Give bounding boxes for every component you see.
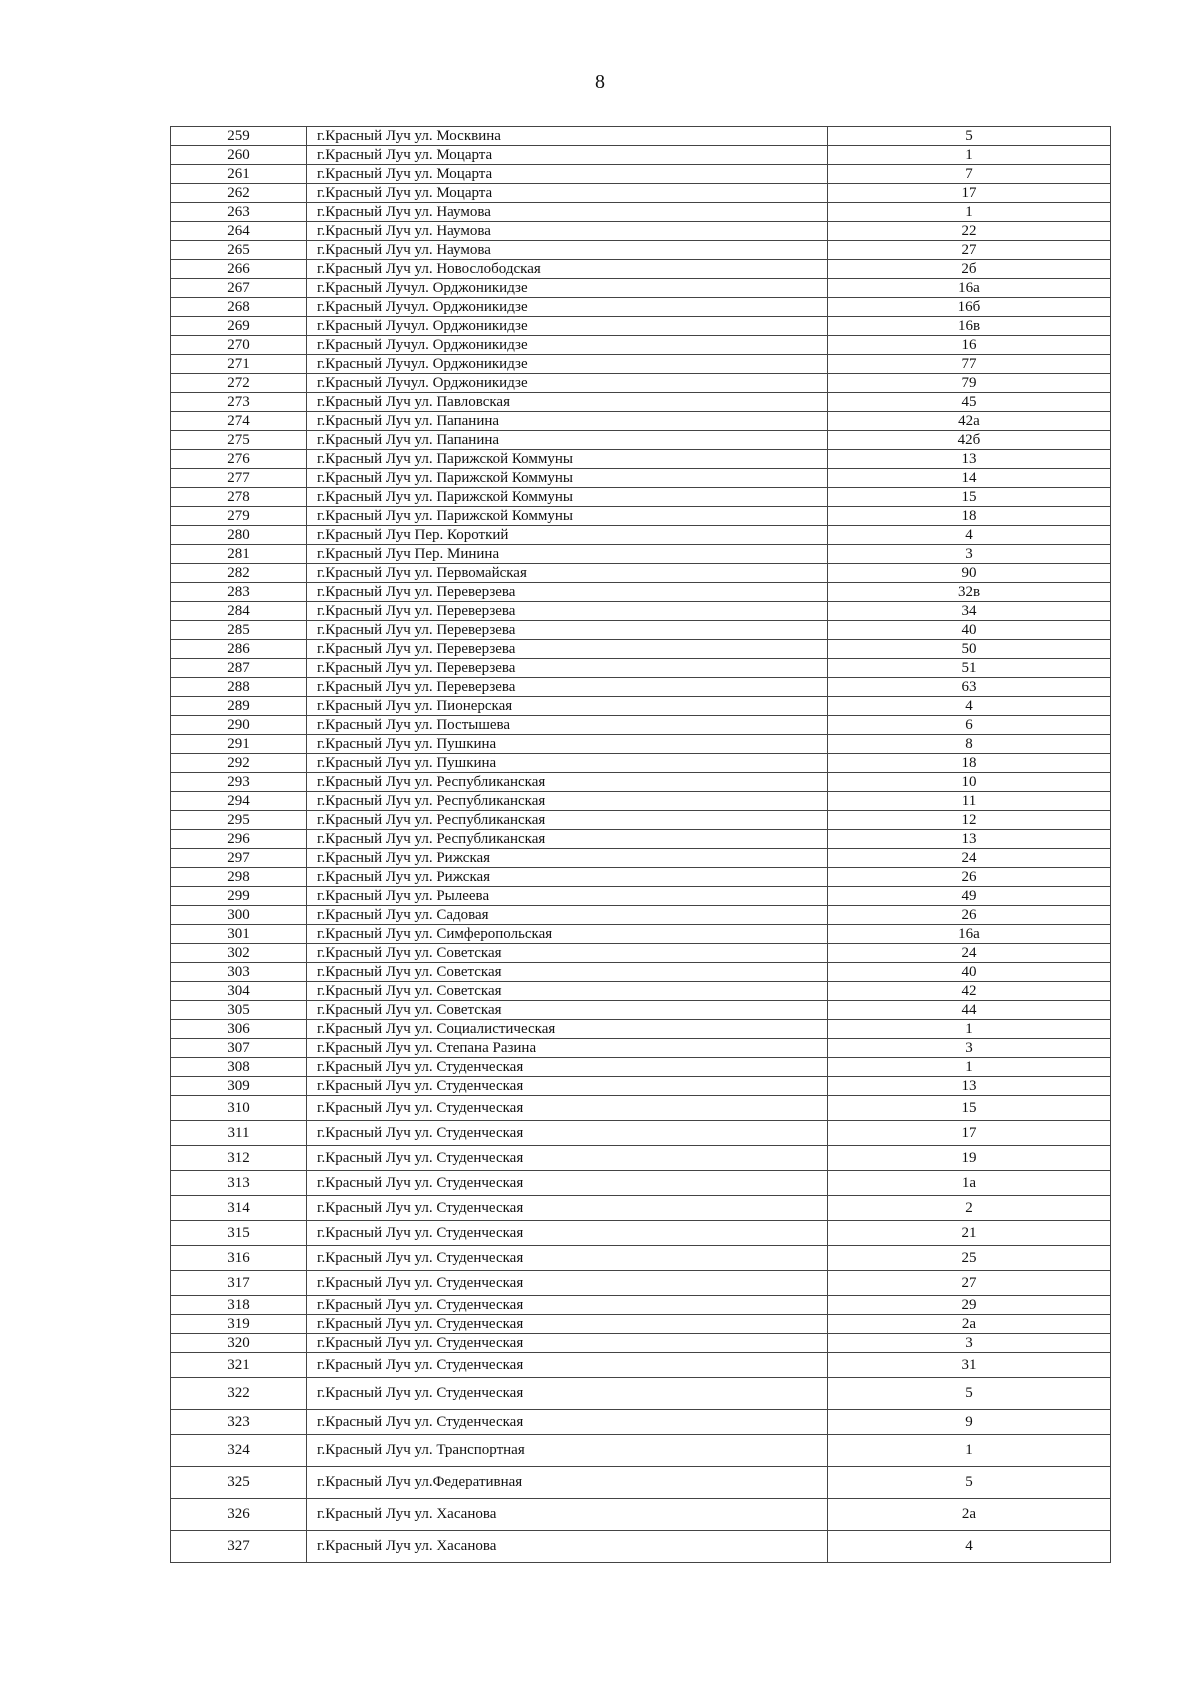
row-number-cell: 275 bbox=[171, 431, 307, 450]
address-cell: г.Красный Луч ул. Переверзева bbox=[307, 640, 828, 659]
address-cell: г.Красный Луч ул. Садовая bbox=[307, 906, 828, 925]
table-row bbox=[171, 1171, 1111, 1196]
row-number-cell: 299 bbox=[171, 887, 307, 906]
table-row bbox=[171, 469, 1111, 488]
address-cell: г.Красный Луч ул. Рижская bbox=[307, 868, 828, 887]
table-row bbox=[171, 887, 1111, 906]
table-row bbox=[171, 906, 1111, 925]
table-row bbox=[171, 640, 1111, 659]
table-row bbox=[171, 203, 1111, 222]
table-row bbox=[171, 792, 1111, 811]
table-row bbox=[171, 526, 1111, 545]
row-number-cell: 282 bbox=[171, 564, 307, 583]
house-number-cell: 25 bbox=[828, 1246, 1111, 1271]
table-row bbox=[171, 450, 1111, 469]
table-row bbox=[171, 1077, 1111, 1096]
table-row bbox=[171, 1435, 1111, 1467]
house-number-cell: 1 bbox=[828, 1435, 1111, 1467]
row-number-cell: 297 bbox=[171, 849, 307, 868]
row-number-cell: 264 bbox=[171, 222, 307, 241]
house-number-cell: 42а bbox=[828, 412, 1111, 431]
table-row bbox=[171, 1246, 1111, 1271]
table-row bbox=[171, 146, 1111, 165]
row-number-cell: 300 bbox=[171, 906, 307, 925]
row-number-cell: 290 bbox=[171, 716, 307, 735]
row-number-cell: 298 bbox=[171, 868, 307, 887]
row-number-cell: 294 bbox=[171, 792, 307, 811]
table-row bbox=[171, 849, 1111, 868]
row-number-cell: 321 bbox=[171, 1353, 307, 1378]
address-cell: г.Красный Луч ул. Республиканская bbox=[307, 830, 828, 849]
row-number-cell: 263 bbox=[171, 203, 307, 222]
table-row bbox=[171, 925, 1111, 944]
address-cell: г.Красный Лучул. Орджоникидзе bbox=[307, 317, 828, 336]
house-number-cell: 45 bbox=[828, 393, 1111, 412]
row-number-cell: 268 bbox=[171, 298, 307, 317]
house-number-cell: 17 bbox=[828, 184, 1111, 203]
house-number-cell: 27 bbox=[828, 1271, 1111, 1296]
address-cell: г.Красный Луч ул. Студенческая bbox=[307, 1171, 828, 1196]
address-cell: г.Красный Луч ул. Переверзева bbox=[307, 621, 828, 640]
address-cell: г.Красный Луч ул. Постышева bbox=[307, 716, 828, 735]
house-number-cell: 2 bbox=[828, 1196, 1111, 1221]
row-number-cell: 280 bbox=[171, 526, 307, 545]
address-cell: г.Красный Луч ул. Студенческая bbox=[307, 1410, 828, 1435]
row-number-cell: 285 bbox=[171, 621, 307, 640]
address-cell: г.Красный Луч ул. Переверзева bbox=[307, 583, 828, 602]
address-cell: г.Красный Лучул. Орджоникидзе bbox=[307, 374, 828, 393]
row-number-cell: 322 bbox=[171, 1378, 307, 1410]
house-number-cell: 17 bbox=[828, 1121, 1111, 1146]
table-row bbox=[171, 564, 1111, 583]
row-number-cell: 301 bbox=[171, 925, 307, 944]
house-number-cell: 90 bbox=[828, 564, 1111, 583]
table-row bbox=[171, 1467, 1111, 1499]
row-number-cell: 323 bbox=[171, 1410, 307, 1435]
house-number-cell: 5 bbox=[828, 1467, 1111, 1499]
table-row bbox=[171, 754, 1111, 773]
house-number-cell: 14 bbox=[828, 469, 1111, 488]
address-cell: г.Красный Луч ул. Симферопольская bbox=[307, 925, 828, 944]
house-number-cell: 8 bbox=[828, 735, 1111, 754]
house-number-cell: 4 bbox=[828, 526, 1111, 545]
house-number-cell: 21 bbox=[828, 1221, 1111, 1246]
row-number-cell: 279 bbox=[171, 507, 307, 526]
row-number-cell: 318 bbox=[171, 1296, 307, 1315]
table-row bbox=[171, 1058, 1111, 1077]
address-cell: г.Красный Луч ул. Новослободская bbox=[307, 260, 828, 279]
table-row bbox=[171, 621, 1111, 640]
house-number-cell: 10 bbox=[828, 773, 1111, 792]
table-row bbox=[171, 1096, 1111, 1121]
row-number-cell: 314 bbox=[171, 1196, 307, 1221]
address-cell: г.Красный Луч ул. Моцарта bbox=[307, 184, 828, 203]
row-number-cell: 309 bbox=[171, 1077, 307, 1096]
table-row bbox=[171, 545, 1111, 564]
house-number-cell: 19 bbox=[828, 1146, 1111, 1171]
row-number-cell: 313 bbox=[171, 1171, 307, 1196]
address-cell: г.Красный Луч ул. Парижской Коммуны bbox=[307, 488, 828, 507]
row-number-cell: 276 bbox=[171, 450, 307, 469]
house-number-cell: 3 bbox=[828, 1334, 1111, 1353]
row-number-cell: 315 bbox=[171, 1221, 307, 1246]
table-row bbox=[171, 279, 1111, 298]
table-row bbox=[171, 241, 1111, 260]
table-row bbox=[171, 1499, 1111, 1531]
house-number-cell: 34 bbox=[828, 602, 1111, 621]
row-number-cell: 260 bbox=[171, 146, 307, 165]
table-row bbox=[171, 1353, 1111, 1378]
row-number-cell: 288 bbox=[171, 678, 307, 697]
address-cell: г.Красный Луч ул. Москвина bbox=[307, 127, 828, 146]
address-cell: г.Красный Луч ул. Студенческая bbox=[307, 1146, 828, 1171]
row-number-cell: 292 bbox=[171, 754, 307, 773]
address-cell: г.Красный Луч ул. Наумова bbox=[307, 241, 828, 260]
row-number-cell: 307 bbox=[171, 1039, 307, 1058]
table-row bbox=[171, 298, 1111, 317]
table-row bbox=[171, 1196, 1111, 1221]
row-number-cell: 273 bbox=[171, 393, 307, 412]
row-number-cell: 274 bbox=[171, 412, 307, 431]
page-number: 8 bbox=[595, 71, 605, 93]
house-number-cell: 40 bbox=[828, 963, 1111, 982]
row-number-cell: 319 bbox=[171, 1315, 307, 1334]
table-row bbox=[171, 1271, 1111, 1296]
address-cell: г.Красный Луч ул. Студенческая bbox=[307, 1315, 828, 1334]
table-row bbox=[171, 659, 1111, 678]
address-cell: г.Красный Луч ул. Моцарта bbox=[307, 146, 828, 165]
house-number-cell: 18 bbox=[828, 507, 1111, 526]
address-cell: г.Красный Луч ул. Советская bbox=[307, 944, 828, 963]
address-cell: г.Красный Луч ул.Федеративная bbox=[307, 1467, 828, 1499]
address-cell: г.Красный Луч ул. Парижской Коммуны bbox=[307, 507, 828, 526]
house-number-cell: 24 bbox=[828, 944, 1111, 963]
house-number-cell: 42 bbox=[828, 982, 1111, 1001]
house-number-cell: 18 bbox=[828, 754, 1111, 773]
table-row bbox=[171, 773, 1111, 792]
row-number-cell: 295 bbox=[171, 811, 307, 830]
address-cell: г.Красный Луч ул. Студенческая bbox=[307, 1296, 828, 1315]
address-cell: г.Красный Луч ул. Пушкина bbox=[307, 754, 828, 773]
table-row bbox=[171, 165, 1111, 184]
address-cell: г.Красный Луч ул. Переверзева bbox=[307, 659, 828, 678]
table-row bbox=[171, 317, 1111, 336]
address-cell: г.Красный Луч ул. Степана Разина bbox=[307, 1039, 828, 1058]
house-number-cell: 32в bbox=[828, 583, 1111, 602]
address-cell: г.Красный Лучул. Орджоникидзе bbox=[307, 355, 828, 374]
table-row bbox=[171, 830, 1111, 849]
table-row bbox=[171, 868, 1111, 887]
row-number-cell: 305 bbox=[171, 1001, 307, 1020]
house-number-cell: 6 bbox=[828, 716, 1111, 735]
address-cell: г.Красный Луч ул. Студенческая bbox=[307, 1096, 828, 1121]
table-row bbox=[171, 374, 1111, 393]
table-row bbox=[171, 982, 1111, 1001]
house-number-cell: 4 bbox=[828, 697, 1111, 716]
house-number-cell: 15 bbox=[828, 488, 1111, 507]
table-row bbox=[171, 507, 1111, 526]
table-row bbox=[171, 1296, 1111, 1315]
house-number-cell: 16а bbox=[828, 925, 1111, 944]
table-row bbox=[171, 1039, 1111, 1058]
house-number-cell: 2а bbox=[828, 1499, 1111, 1531]
table-row bbox=[171, 716, 1111, 735]
row-number-cell: 293 bbox=[171, 773, 307, 792]
address-cell: г.Красный Лучул. Орджоникидзе bbox=[307, 298, 828, 317]
house-number-cell: 3 bbox=[828, 545, 1111, 564]
table-row bbox=[171, 260, 1111, 279]
address-cell: г.Красный Луч ул. Студенческая bbox=[307, 1246, 828, 1271]
address-cell: г.Красный Луч ул. Студенческая bbox=[307, 1077, 828, 1096]
house-number-cell: 24 bbox=[828, 849, 1111, 868]
house-number-cell: 11 bbox=[828, 792, 1111, 811]
address-cell: г.Красный Луч ул. Наумова bbox=[307, 203, 828, 222]
address-table-body bbox=[171, 127, 1111, 1563]
address-cell: г.Красный Луч ул. Папанина bbox=[307, 431, 828, 450]
address-cell: г.Красный Луч ул. Республиканская bbox=[307, 792, 828, 811]
house-number-cell: 49 bbox=[828, 887, 1111, 906]
house-number-cell: 26 bbox=[828, 906, 1111, 925]
address-cell: г.Красный Луч Пер. Минина bbox=[307, 545, 828, 564]
house-number-cell: 1а bbox=[828, 1171, 1111, 1196]
row-number-cell: 278 bbox=[171, 488, 307, 507]
table-row bbox=[171, 602, 1111, 621]
address-cell: г.Красный Луч ул. Студенческая bbox=[307, 1378, 828, 1410]
row-number-cell: 325 bbox=[171, 1467, 307, 1499]
house-number-cell: 63 bbox=[828, 678, 1111, 697]
row-number-cell: 287 bbox=[171, 659, 307, 678]
address-cell: г.Красный Луч ул. Павловская bbox=[307, 393, 828, 412]
house-number-cell: 27 bbox=[828, 241, 1111, 260]
row-number-cell: 311 bbox=[171, 1121, 307, 1146]
house-number-cell: 15 bbox=[828, 1096, 1111, 1121]
address-cell: г.Красный Луч ул. Моцарта bbox=[307, 165, 828, 184]
address-cell: г.Красный Луч ул. Хасанова bbox=[307, 1499, 828, 1531]
table-row bbox=[171, 944, 1111, 963]
table-row bbox=[171, 811, 1111, 830]
row-number-cell: 266 bbox=[171, 260, 307, 279]
row-number-cell: 303 bbox=[171, 963, 307, 982]
row-number-cell: 270 bbox=[171, 336, 307, 355]
address-cell: г.Красный Луч ул. Рылеева bbox=[307, 887, 828, 906]
address-cell: г.Красный Луч ул. Парижской Коммуны bbox=[307, 469, 828, 488]
address-cell: г.Красный Луч ул. Хасанова bbox=[307, 1531, 828, 1563]
row-number-cell: 271 bbox=[171, 355, 307, 374]
address-cell: г.Красный Луч ул. Студенческая bbox=[307, 1221, 828, 1246]
row-number-cell: 289 bbox=[171, 697, 307, 716]
table-row bbox=[171, 184, 1111, 203]
address-cell: г.Красный Луч ул. Рижская bbox=[307, 849, 828, 868]
address-cell: г.Красный Луч ул. Республиканская bbox=[307, 773, 828, 792]
table-row bbox=[171, 583, 1111, 602]
house-number-cell: 7 bbox=[828, 165, 1111, 184]
row-number-cell: 262 bbox=[171, 184, 307, 203]
table-row bbox=[171, 393, 1111, 412]
table-row bbox=[171, 355, 1111, 374]
address-cell: г.Красный Луч ул. Наумова bbox=[307, 222, 828, 241]
row-number-cell: 272 bbox=[171, 374, 307, 393]
table-row bbox=[171, 735, 1111, 754]
house-number-cell: 1 bbox=[828, 1020, 1111, 1039]
house-number-cell: 77 bbox=[828, 355, 1111, 374]
house-number-cell: 1 bbox=[828, 203, 1111, 222]
table-row bbox=[171, 1315, 1111, 1334]
row-number-cell: 281 bbox=[171, 545, 307, 564]
table-row bbox=[171, 1121, 1111, 1146]
address-cell: г.Красный Луч ул. Пушкина bbox=[307, 735, 828, 754]
address-cell: г.Красный Луч ул. Транспортная bbox=[307, 1435, 828, 1467]
address-cell: г.Красный Луч ул. Студенческая bbox=[307, 1196, 828, 1221]
house-number-cell: 22 bbox=[828, 222, 1111, 241]
house-number-cell: 13 bbox=[828, 1077, 1111, 1096]
address-cell: г.Красный Луч ул. Республиканская bbox=[307, 811, 828, 830]
table-row bbox=[171, 1410, 1111, 1435]
table-row bbox=[171, 1378, 1111, 1410]
table-row bbox=[171, 488, 1111, 507]
address-cell: г.Красный Луч ул. Папанина bbox=[307, 412, 828, 431]
row-number-cell: 261 bbox=[171, 165, 307, 184]
row-number-cell: 310 bbox=[171, 1096, 307, 1121]
table-row bbox=[171, 1531, 1111, 1563]
table-row bbox=[171, 697, 1111, 716]
address-cell: г.Красный Лучул. Орджоникидзе bbox=[307, 336, 828, 355]
table-row bbox=[171, 963, 1111, 982]
house-number-cell: 42б bbox=[828, 431, 1111, 450]
address-cell: г.Красный Луч Пер. Короткий bbox=[307, 526, 828, 545]
house-number-cell: 16а bbox=[828, 279, 1111, 298]
address-cell: г.Красный Луч ул. Советская bbox=[307, 1001, 828, 1020]
house-number-cell: 51 bbox=[828, 659, 1111, 678]
row-number-cell: 320 bbox=[171, 1334, 307, 1353]
row-number-cell: 326 bbox=[171, 1499, 307, 1531]
house-number-cell: 79 bbox=[828, 374, 1111, 393]
table-row bbox=[171, 1334, 1111, 1353]
address-cell: г.Красный Луч ул. Студенческая bbox=[307, 1334, 828, 1353]
house-number-cell: 2б bbox=[828, 260, 1111, 279]
house-number-cell: 16в bbox=[828, 317, 1111, 336]
address-cell: г.Красный Луч ул. Первомайская bbox=[307, 564, 828, 583]
house-number-cell: 50 bbox=[828, 640, 1111, 659]
house-number-cell: 9 bbox=[828, 1410, 1111, 1435]
address-cell: г.Красный Луч ул. Студенческая bbox=[307, 1121, 828, 1146]
address-cell: г.Красный Луч ул. Пионерская bbox=[307, 697, 828, 716]
house-number-cell: 2а bbox=[828, 1315, 1111, 1334]
row-number-cell: 259 bbox=[171, 127, 307, 146]
house-number-cell: 3 bbox=[828, 1039, 1111, 1058]
row-number-cell: 312 bbox=[171, 1146, 307, 1171]
house-number-cell: 4 bbox=[828, 1531, 1111, 1563]
row-number-cell: 316 bbox=[171, 1246, 307, 1271]
row-number-cell: 306 bbox=[171, 1020, 307, 1039]
table-row bbox=[171, 431, 1111, 450]
house-number-cell: 31 bbox=[828, 1353, 1111, 1378]
house-number-cell: 12 bbox=[828, 811, 1111, 830]
address-cell: г.Красный Луч ул. Советская bbox=[307, 963, 828, 982]
house-number-cell: 29 bbox=[828, 1296, 1111, 1315]
row-number-cell: 269 bbox=[171, 317, 307, 336]
row-number-cell: 327 bbox=[171, 1531, 307, 1563]
row-number-cell: 283 bbox=[171, 583, 307, 602]
row-number-cell: 304 bbox=[171, 982, 307, 1001]
table-row bbox=[171, 336, 1111, 355]
table-row bbox=[171, 412, 1111, 431]
address-cell: г.Красный Луч ул. Советская bbox=[307, 982, 828, 1001]
address-cell: г.Красный Луч ул. Студенческая bbox=[307, 1353, 828, 1378]
row-number-cell: 324 bbox=[171, 1435, 307, 1467]
house-number-cell: 1 bbox=[828, 146, 1111, 165]
table-row bbox=[171, 222, 1111, 241]
row-number-cell: 286 bbox=[171, 640, 307, 659]
address-cell: г.Красный Лучул. Орджоникидзе bbox=[307, 279, 828, 298]
table-row bbox=[171, 127, 1111, 146]
row-number-cell: 277 bbox=[171, 469, 307, 488]
table-row bbox=[171, 1020, 1111, 1039]
table-row bbox=[171, 1146, 1111, 1171]
row-number-cell: 308 bbox=[171, 1058, 307, 1077]
address-table bbox=[170, 126, 1111, 1563]
row-number-cell: 317 bbox=[171, 1271, 307, 1296]
address-cell: г.Красный Луч ул. Социалистическая bbox=[307, 1020, 828, 1039]
address-cell: г.Красный Луч ул. Парижской Коммуны bbox=[307, 450, 828, 469]
address-cell: г.Красный Луч ул. Переверзева bbox=[307, 678, 828, 697]
house-number-cell: 13 bbox=[828, 830, 1111, 849]
house-number-cell: 44 bbox=[828, 1001, 1111, 1020]
row-number-cell: 265 bbox=[171, 241, 307, 260]
house-number-cell: 26 bbox=[828, 868, 1111, 887]
row-number-cell: 284 bbox=[171, 602, 307, 621]
row-number-cell: 302 bbox=[171, 944, 307, 963]
table-row bbox=[171, 678, 1111, 697]
row-number-cell: 267 bbox=[171, 279, 307, 298]
address-cell: г.Красный Луч ул. Студенческая bbox=[307, 1271, 828, 1296]
address-cell: г.Красный Луч ул. Студенческая bbox=[307, 1058, 828, 1077]
house-number-cell: 40 bbox=[828, 621, 1111, 640]
house-number-cell: 13 bbox=[828, 450, 1111, 469]
house-number-cell: 5 bbox=[828, 127, 1111, 146]
table-row bbox=[171, 1221, 1111, 1246]
address-cell: г.Красный Луч ул. Переверзева bbox=[307, 602, 828, 621]
table-row bbox=[171, 1001, 1111, 1020]
row-number-cell: 291 bbox=[171, 735, 307, 754]
house-number-cell: 5 bbox=[828, 1378, 1111, 1410]
house-number-cell: 16б bbox=[828, 298, 1111, 317]
house-number-cell: 1 bbox=[828, 1058, 1111, 1077]
house-number-cell: 16 bbox=[828, 336, 1111, 355]
row-number-cell: 296 bbox=[171, 830, 307, 849]
